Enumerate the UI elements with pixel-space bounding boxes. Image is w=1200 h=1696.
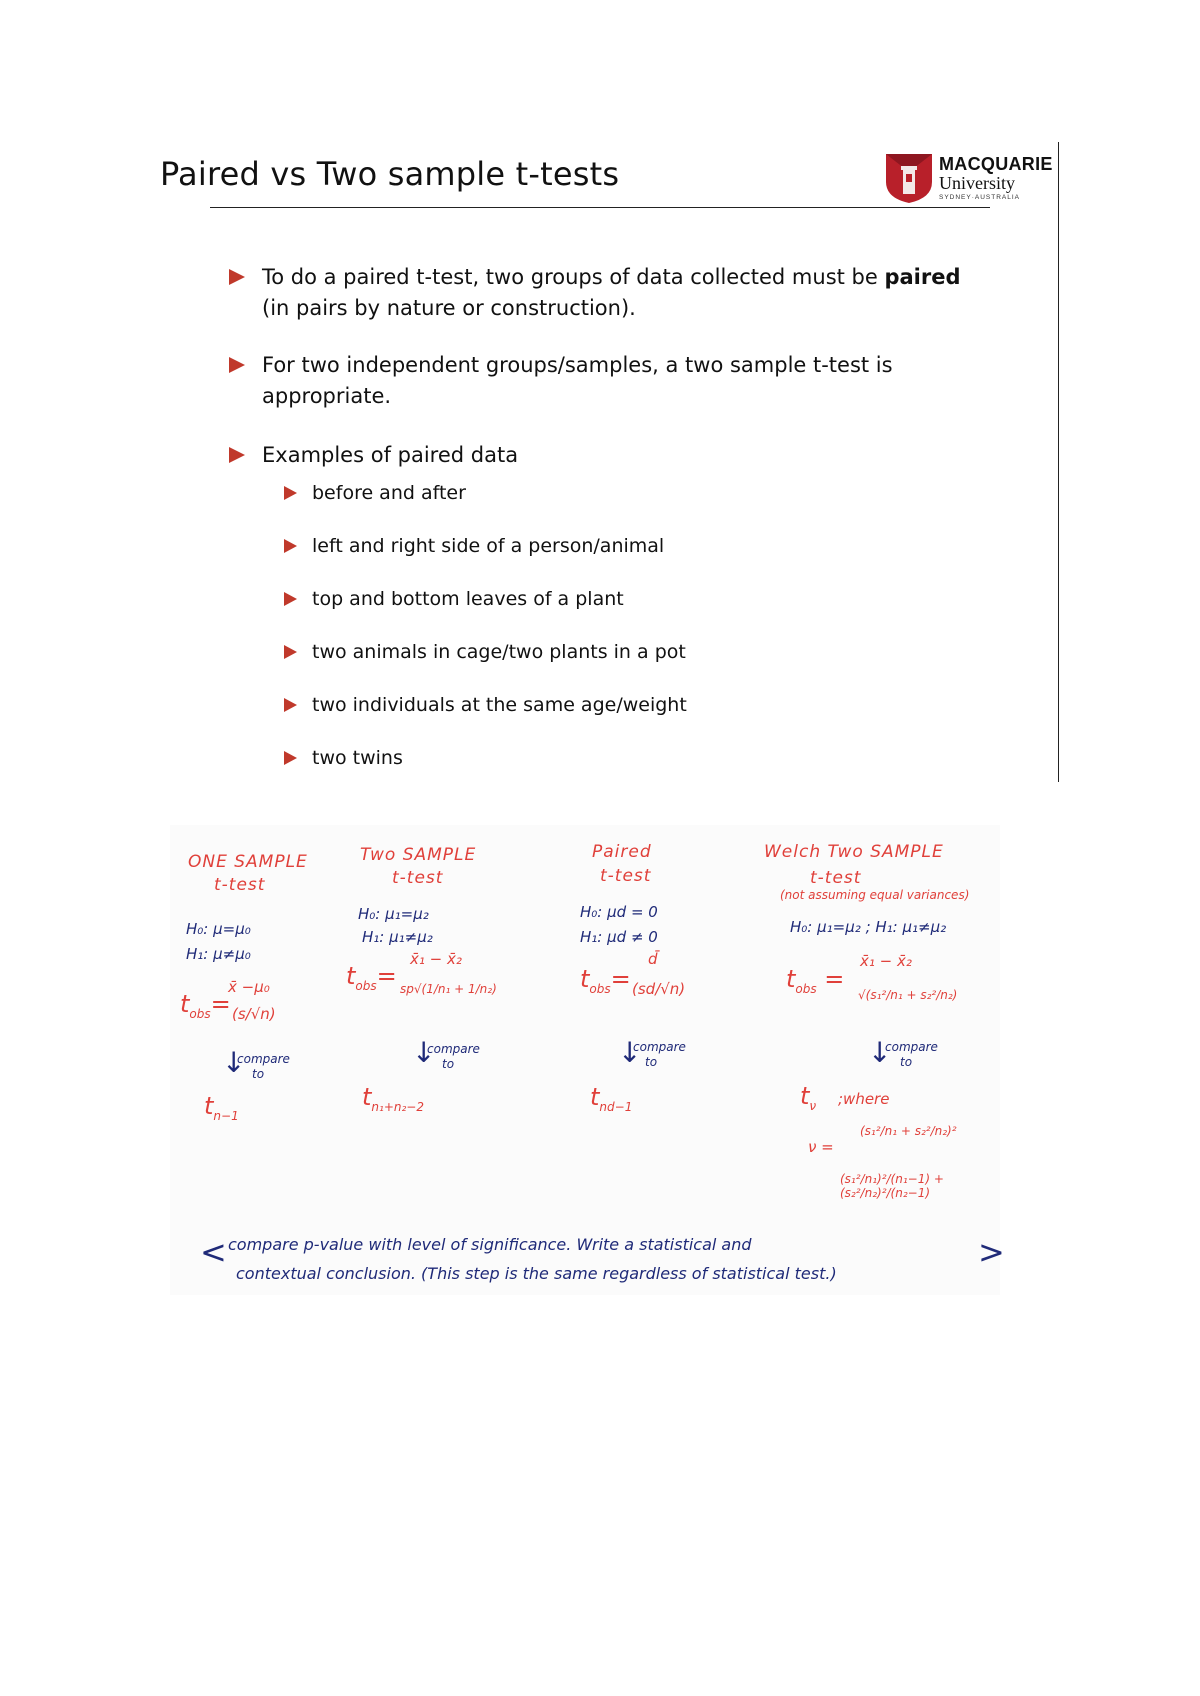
bullet-examples-heading bbox=[262, 440, 518, 471]
sub-bullet-arrow-icon bbox=[284, 592, 297, 606]
bullet-arrow-icon bbox=[229, 357, 245, 373]
welch-hypotheses: H₀: μ₁=μ₂ ; H₁: μ₁≠μ₂ bbox=[790, 918, 947, 936]
one-sample-denominator: (s/√n) bbox=[232, 1005, 276, 1023]
bullet-independent-groups bbox=[262, 350, 893, 412]
list-item: two twins bbox=[312, 747, 403, 769]
list-item: before and after bbox=[312, 482, 466, 504]
university-logo bbox=[884, 152, 1059, 204]
two-sample-tobs: $t_{obs}=$ bbox=[346, 962, 397, 993]
bullet-arrow-icon bbox=[229, 269, 245, 285]
compare-label: compare bbox=[885, 1040, 938, 1054]
welch-tobs: $t_{obs}$ = bbox=[786, 965, 845, 996]
logo-name: MACQUARIE bbox=[939, 154, 1053, 174]
sub-bullet-arrow-icon bbox=[284, 539, 297, 553]
close-bracket: > bbox=[978, 1233, 1005, 1271]
sub-bullet-arrow-icon bbox=[284, 645, 297, 659]
to-label: to bbox=[252, 1067, 265, 1081]
one-sample-distribution: $t_{n-1}$ bbox=[204, 1092, 239, 1123]
to-label: to bbox=[645, 1055, 658, 1069]
conclusion-line-2: contextual conclusion. (This step is the same regardless of statistical test.) bbox=[236, 1264, 837, 1283]
one-sample-h0: H₀: μ=μ₀ bbox=[186, 920, 251, 938]
paired-distribution: $t_{nd-1}$ bbox=[590, 1083, 633, 1114]
welch-denominator: √(s₁²/n₁ + s₂²/n₂) bbox=[858, 988, 958, 1002]
bullet-paired-requirement bbox=[262, 262, 961, 324]
bullet-text: For two independent groups/samples, a two sample t-test is bbox=[262, 353, 893, 377]
welch-note: (not assuming equal variances) bbox=[780, 888, 970, 902]
paired-subheading: t-test bbox=[600, 866, 652, 886]
welch-heading: Welch Two SAMPLE bbox=[764, 842, 944, 862]
two-sample-numerator: x̄₁ − x̄₂ bbox=[410, 950, 462, 968]
paired-heading: Paired bbox=[592, 842, 652, 862]
one-sample-tobs: $t_{obs}=$ bbox=[180, 990, 231, 1021]
welch-distribution: $t_\nu$ bbox=[800, 1082, 817, 1113]
to-label: to bbox=[900, 1055, 913, 1069]
bullet-text-line2: appropriate. bbox=[262, 384, 392, 408]
to-label: to bbox=[442, 1057, 455, 1071]
shield-icon bbox=[884, 152, 934, 204]
open-bracket: < bbox=[200, 1233, 227, 1271]
sub-bullet-arrow-icon bbox=[284, 751, 297, 765]
conclusion-line-1: compare p-value with level of significance. Write a statistical and bbox=[228, 1235, 752, 1254]
two-sample-distribution: $t_{n_1+n_2-2}$ bbox=[362, 1083, 424, 1114]
welch-where: ;where bbox=[838, 1090, 890, 1108]
paired-h1: H₁: μd ≠ 0 bbox=[580, 928, 658, 946]
compare-label: compare bbox=[237, 1052, 290, 1066]
bullet-arrow-icon bbox=[229, 447, 245, 463]
two-sample-h0: H₀: μ₁=μ₂ bbox=[358, 905, 429, 923]
title-rule bbox=[210, 207, 990, 208]
bullet-text: To do a paired t-test, two groups of data collected must be bbox=[262, 265, 885, 289]
bullet-bold: paired bbox=[884, 265, 961, 289]
paired-h0: H₀: μd = 0 bbox=[580, 903, 658, 921]
slide-title: Paired vs Two sample t-tests bbox=[160, 155, 620, 193]
list-item: left and right side of a person/animal bbox=[312, 535, 664, 557]
list-item: two individuals at the same age/weight bbox=[312, 694, 687, 716]
paired-numerator: d̄ bbox=[648, 950, 658, 968]
paired-denominator: (sd/√n) bbox=[632, 980, 686, 998]
one-sample-subheading: t-test bbox=[214, 875, 266, 895]
list-item: top and bottom leaves of a plant bbox=[312, 588, 624, 610]
compare-label: compare bbox=[427, 1042, 480, 1056]
bullet-text-line2: (in pairs by nature or construction). bbox=[262, 296, 636, 320]
sub-bullet-arrow-icon bbox=[284, 698, 297, 712]
welch-numerator: x̄₁ − x̄₂ bbox=[860, 952, 912, 970]
logo-subname: University bbox=[939, 173, 1015, 193]
welch-nu-denominator: (s₁²/n₁)²/(n₁−1) + (s₂²/n₂)²/(n₂−1) bbox=[840, 1172, 944, 1200]
compare-label: compare bbox=[633, 1040, 686, 1054]
two-sample-h1: H₁: μ₁≠μ₂ bbox=[362, 928, 433, 946]
one-sample-heading: ONE SAMPLE bbox=[188, 852, 308, 872]
two-sample-denominator: sp√(1/n₁ + 1/n₂) bbox=[400, 982, 497, 996]
list-item: two animals in cage/two plants in a pot bbox=[312, 641, 686, 663]
bullet-text: Examples of paired data bbox=[262, 443, 519, 467]
down-arrow-icon: ↓ bbox=[412, 1036, 436, 1069]
sub-bullet-arrow-icon bbox=[284, 486, 297, 500]
down-arrow-icon: ↓ bbox=[868, 1036, 892, 1069]
one-sample-h1: H₁: μ≠μ₀ bbox=[186, 945, 251, 963]
two-sample-subheading: t-test bbox=[392, 868, 444, 888]
one-sample-numerator: x̄ −μ₀ bbox=[228, 978, 270, 996]
right-rule bbox=[1058, 142, 1059, 782]
two-sample-heading: Two SAMPLE bbox=[360, 845, 477, 865]
welch-nu-numerator: (s₁²/n₁ + s₂²/n₂)² bbox=[860, 1124, 957, 1138]
paired-tobs: $t_{obs}=$ bbox=[580, 965, 631, 996]
down-arrow-icon: ↓ bbox=[222, 1046, 246, 1079]
welch-nu-label: ν = bbox=[808, 1138, 834, 1156]
welch-subheading: t-test bbox=[810, 868, 862, 888]
down-arrow-icon: ↓ bbox=[618, 1036, 642, 1069]
logo-tagline: SYDNEY·AUSTRALIA bbox=[939, 194, 1021, 201]
